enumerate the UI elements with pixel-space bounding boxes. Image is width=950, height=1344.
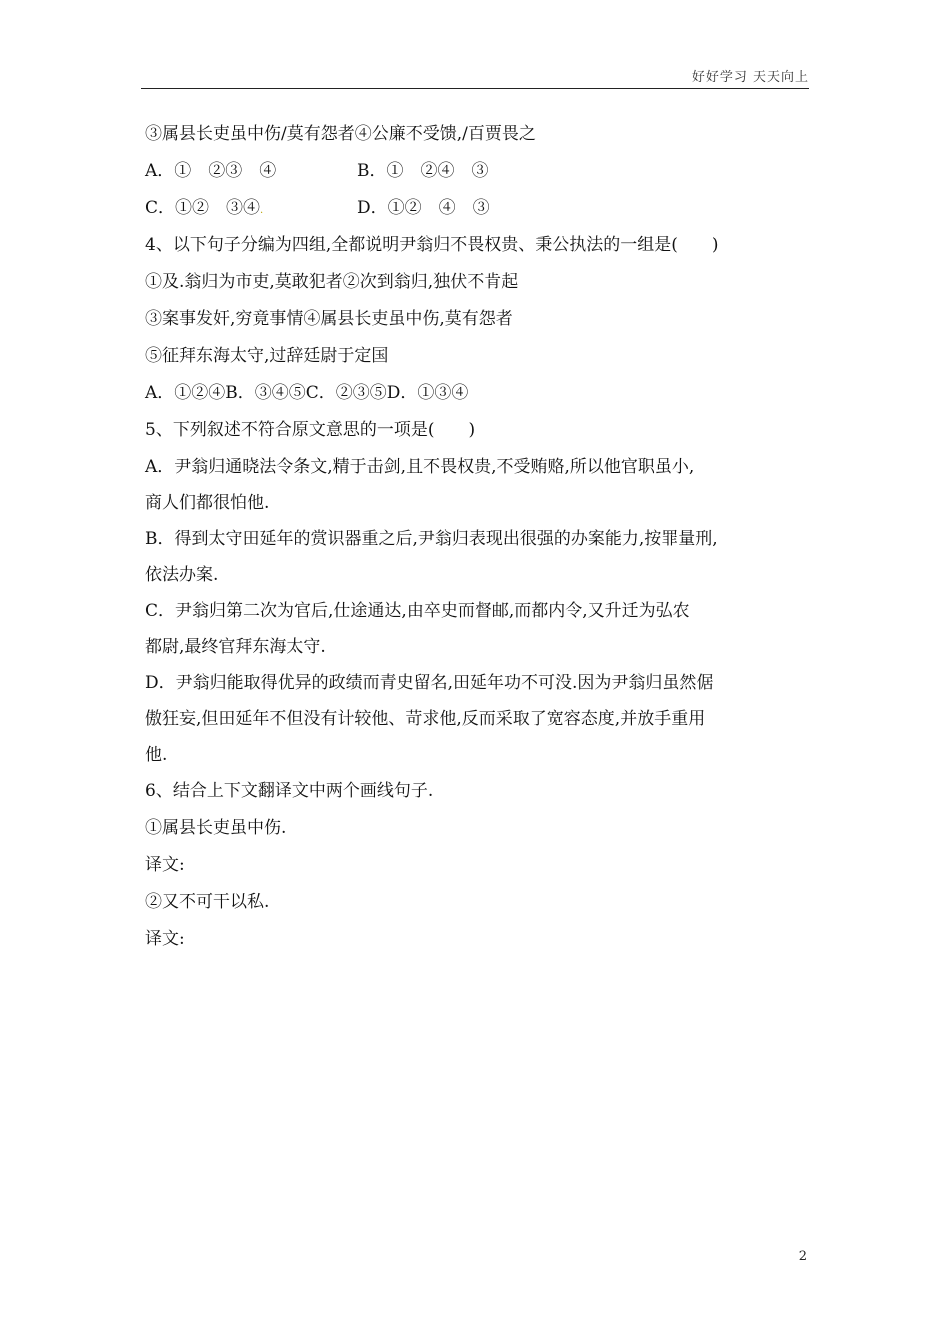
q6-translation-label-2: 译文: xyxy=(145,929,185,949)
q3-item-line: ③属县长吏虽中伤/莫有怨者④公廉不受馈,/百贾畏之 xyxy=(145,124,536,144)
q5-option-c-line-2: 都尉,最终官拜东海太守. xyxy=(145,637,326,657)
q6-stem: 6、结合上下文翻译文中两个画线句子. xyxy=(145,781,434,801)
q5-option-b-line-1: B．得到太守田延年的赏识器重之后,尹翁归表现出很强的办案能力,按罪量刑, xyxy=(145,529,718,549)
q3-option-d: D．①② ④ ③ xyxy=(357,198,490,218)
q3-option-a: A．① ②③ ④ xyxy=(145,161,277,181)
q6-translation-label-1: 译文: xyxy=(145,855,185,875)
q3-option-c-text: C．①② ③④ xyxy=(145,198,261,218)
q4-item-line-2: ③案事发奸,穷竟事情④属县长吏虽中伤,莫有怨者 xyxy=(145,309,513,329)
q5-option-d-line-1: D．尹翁归能取得优异的政绩而青史留名,田延年功不可没.因为尹翁归虽然倨 xyxy=(145,673,714,693)
q3-options-ab xyxy=(145,159,810,196)
q4-stem: 4、以下句子分编为四组,全都说明尹翁归不畏权贵、秉公执法的一组是( ) xyxy=(145,235,719,255)
page-number: 2 xyxy=(798,1249,807,1264)
q6-sentence-1: ①属县长吏虽中伤. xyxy=(145,818,287,838)
q5-option-c-line-1: C．尹翁归第二次为官后,仕途通达,由卒史而督邮,而都内令,又升迁为弘农 xyxy=(145,601,690,621)
q5-option-b-line-2: 依法办案. xyxy=(145,565,219,585)
q6-sentence-2: ②又不可干以私. xyxy=(145,892,270,912)
q3-option-c xyxy=(145,196,357,223)
q3-options-cd xyxy=(145,196,810,233)
document-body xyxy=(145,122,810,964)
q5-option-a-line-1: A．尹翁归通晓法令条文,精于击剑,且不畏权贵,不受贿赂,所以他官职虽小, xyxy=(145,457,695,477)
q4-options: A．①②④B．③④⑤C．②③⑤D．①③④ xyxy=(145,383,469,403)
q5-option-d-line-2: 傲狂妄,但田延年不但没有计较他、苛求他,反而采取了宽容态度,并放手重用 xyxy=(145,709,706,729)
q5-option-a-line-2: 商人们都很怕他. xyxy=(145,493,270,513)
q4-item-line-3: ⑤征拜东海太守,过辞廷尉于定国 xyxy=(145,346,389,366)
header-motto: 好好学习 天天向上 xyxy=(691,70,809,85)
stray-mark-icon: . xyxy=(260,205,264,216)
q4-item-line-1: ①及.翁归为市吏,莫敢犯者②次到翁归,独伏不肯起 xyxy=(145,272,519,292)
q5-stem: 5、下列叙述不符合原文意思的一项是( ) xyxy=(145,420,476,440)
header-divider xyxy=(141,88,809,89)
q5-option-d-line-3: 他. xyxy=(145,745,168,765)
q3-option-b: B．① ②④ ③ xyxy=(357,161,489,181)
